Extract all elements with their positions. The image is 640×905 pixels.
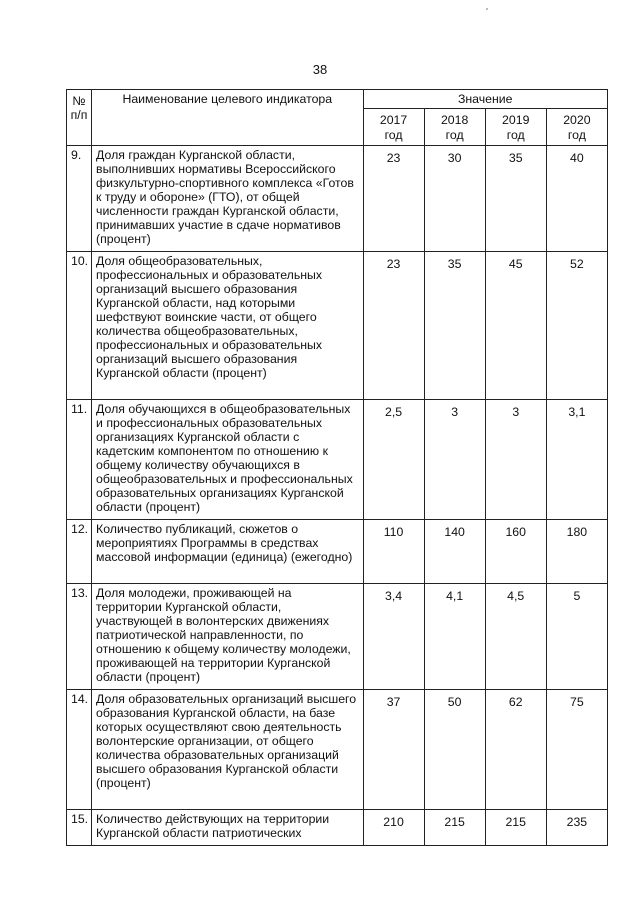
value-cell: 140	[424, 520, 485, 584]
value-cell: 4,1	[424, 584, 485, 690]
value-cell: 30	[424, 146, 485, 252]
indicator-name: Доля молодежи, проживающей на территории Курганской области, участвующей в волонтерских движениях патриотической направленности, по отношению к общему количеству молодежи, проживающей на территории Курганской области (процент)	[92, 584, 363, 690]
value-cell: 40	[546, 146, 607, 252]
value-cell: 215	[424, 810, 485, 846]
header-year: 2020 год	[546, 109, 607, 146]
value-cell: 35	[485, 146, 546, 252]
value-cell: 215	[485, 810, 546, 846]
row-number: 13.	[67, 584, 92, 690]
value-cell: 3,1	[546, 400, 607, 520]
row-number: 11.	[67, 400, 92, 520]
value-cell: 4,5	[485, 584, 546, 690]
value-cell: 2,5	[363, 400, 424, 520]
scan-mark	[486, 8, 488, 10]
value-cell: 3,4	[363, 584, 424, 690]
value-cell: 50	[424, 690, 485, 810]
header-year: 2018 год	[424, 109, 485, 146]
table-row	[67, 520, 608, 584]
indicator-name: Доля образовательных организаций высшего образования Курганской области, на базе которых осуществляют свою деятельность волонтерские организации, от общего количества образовательных организаций высшего образования Курганской области (процент)	[92, 690, 363, 810]
table-row	[67, 400, 608, 520]
table-row	[67, 584, 608, 690]
table-row	[67, 252, 608, 400]
indicator-name: Доля граждан Курганской области, выполнивших нормативы Всероссийского физкультурно-спортивного комплекса «Готов к труду и обороне» (ГТО), от общей численности граждан Курганской области, принимавших участие в сдаче нормативов (процент)	[92, 146, 363, 252]
row-number: 15.	[67, 810, 92, 846]
table-row	[67, 690, 608, 810]
indicator-name: Доля обучающихся в общеобразовательных и профессиональных образовательных организациях Курганской области с кадетским компонентом по отношению к общему количеству обучающихся в общеобразовательных и профессиональных образовательных организациях Курганской области (процент)	[92, 400, 363, 520]
value-cell: 3	[485, 400, 546, 520]
header-year: 2017 год	[363, 109, 424, 146]
indicator-name: Количество публикаций, сюжетов о мероприятиях Программы в средствах массовой информации (единица) (ежегодно)	[92, 520, 363, 584]
value-cell: 75	[546, 690, 607, 810]
header-year: 2019 год	[485, 109, 546, 146]
table-row	[67, 146, 608, 252]
header-num: № п/п	[67, 90, 92, 146]
value-cell: 180	[546, 520, 607, 584]
row-number: 10.	[67, 252, 92, 400]
value-cell: 210	[363, 810, 424, 846]
value-cell: 110	[363, 520, 424, 584]
value-cell: 35	[424, 252, 485, 400]
indicators-table	[66, 89, 608, 846]
value-cell: 235	[546, 810, 607, 846]
value-cell: 3	[424, 400, 485, 520]
row-number: 12.	[67, 520, 92, 584]
header-value: Значение	[363, 90, 608, 109]
indicator-name: Количество действующих на территории Курганской области патриотических	[92, 810, 363, 846]
row-number: 14.	[67, 690, 92, 810]
value-cell: 5	[546, 584, 607, 690]
value-cell: 160	[485, 520, 546, 584]
page-number: 38	[312, 62, 328, 77]
row-number: 9.	[67, 146, 92, 252]
value-cell: 37	[363, 690, 424, 810]
value-cell: 23	[363, 146, 424, 252]
value-cell: 45	[485, 252, 546, 400]
value-cell: 62	[485, 690, 546, 810]
table-row	[67, 810, 608, 846]
value-cell: 23	[363, 252, 424, 400]
header-name: Наименование целевого индикатора	[92, 90, 363, 146]
value-cell: 52	[546, 252, 607, 400]
indicator-name: Доля общеобразовательных, профессиональных и образовательных организаций высшего образования Курганской области, над которыми шефствуют воинские части, от общего количества общеобразовательных, профессиональных и образовательных организаций высшего образования Курганской области (процент)	[92, 252, 363, 400]
